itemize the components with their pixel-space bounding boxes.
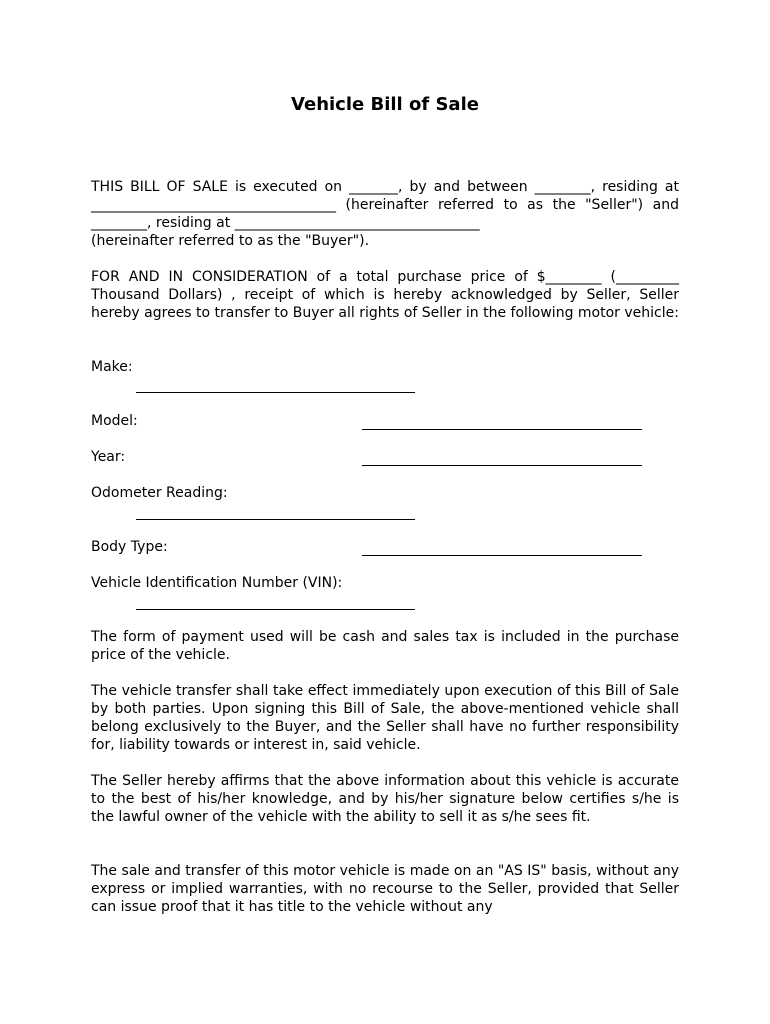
make-label: Make: xyxy=(91,359,133,375)
model-label: Model: xyxy=(91,413,138,429)
consideration-paragraph: FOR AND IN CONSIDERATION of a total purchase price of $________ (_________ Thousand Dollars) , receipt of which is hereby acknowledged by Seller, Seller hereby agrees to transfer to Buyer all rights of Seller in the following motor vehicle: xyxy=(91,269,679,321)
vin-blank-line[interactable] xyxy=(136,609,415,610)
vin-label: Vehicle Identification Number (VIN): xyxy=(91,575,343,591)
odometer-label: Odometer Reading: xyxy=(91,485,228,501)
odometer-blank-line[interactable] xyxy=(136,519,415,520)
parties-paragraph: THIS BILL OF SALE is executed on _______, by and between ________, residing at ___________________________________ (hereinafter referred to as the "Seller") and ________, residing at ___________________________________ (hereinafter referred to as the "Buyer"). xyxy=(91,179,679,249)
model-blank-line[interactable] xyxy=(362,429,642,430)
document-title: Vehicle Bill of Sale xyxy=(291,94,479,115)
make-blank-line[interactable] xyxy=(136,392,415,393)
body-type-blank-line[interactable] xyxy=(362,555,642,556)
affirmation-paragraph: The Seller hereby affirms that the above information about this vehicle is accurate to the best of his/her knowledge, and by his/her signature below certifies s/he is the lawful owner of the vehicle with the ability to sell it as s/he sees fit. xyxy=(91,773,679,825)
year-label: Year: xyxy=(91,449,126,465)
as-is-paragraph: The sale and transfer of this motor vehicle is made on an "AS IS" basis, without any express or implied warranties, with no recourse to the Seller, provided that Seller can issue proof that it has title to the vehicle without any xyxy=(91,863,679,915)
transfer-paragraph: The vehicle transfer shall take effect immediately upon execution of this Bill of Sale by both parties. Upon signing this Bill of Sale, the above-mentioned vehicle shall belong exclusively to the Buyer, and the Seller shall have no further responsibility for, liability towards or interest in, said vehicle. xyxy=(91,683,679,753)
year-blank-line[interactable] xyxy=(362,465,642,466)
body-type-label: Body Type: xyxy=(91,539,168,555)
payment-paragraph: The form of payment used will be cash and sales tax is included in the purchase price of the vehicle. xyxy=(91,629,679,663)
